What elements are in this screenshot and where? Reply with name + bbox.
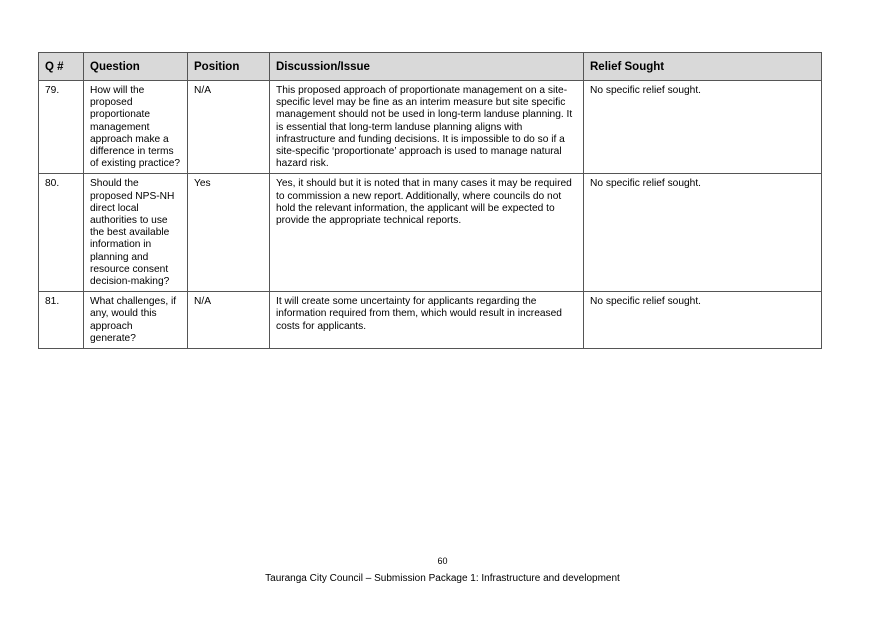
cell-q-number: 81. [39, 292, 84, 349]
cell-question: Should the proposed NPS-NH direct local authorities to use the best available information in planning and resource consent decision-making? [84, 174, 188, 292]
cell-position: N/A [188, 81, 270, 174]
header-position: Position [188, 53, 270, 81]
table-header-row [39, 53, 822, 81]
cell-discussion: It will create some uncertainty for applicants regarding the information required from them, which would result in increased costs for applicants. [270, 292, 584, 349]
cell-discussion: Yes, it should but it is noted that in many cases it may be required to commission a new report. Additionally, where councils do not hold the relevant information, the applicant will be expected to provide the appropriate technical reports. [270, 174, 584, 292]
cell-relief-sought: No specific relief sought. [584, 174, 822, 292]
header-question: Question [84, 53, 188, 81]
cell-position: N/A [188, 292, 270, 349]
cell-discussion: This proposed approach of proportionate management on a site-specific level may be fine as an interim measure but site specific management should not be used in long-term landuse planning. It is essential that long-term landuse planning aligns with infrastructure and funding decisions. It is impossible to do so if a site-specific ‘proportionate’ approach is used to manage natural hazard risk. [270, 81, 584, 174]
cell-relief-sought: No specific relief sought. [584, 292, 822, 349]
header-discussion: Discussion/Issue [270, 53, 584, 81]
cell-q-number: 79. [39, 81, 84, 174]
document-footer: Tauranga City Council – Submission Package 1: Infrastructure and development [265, 573, 620, 584]
cell-relief-sought: No specific relief sought. [584, 81, 822, 174]
submission-table-container [38, 52, 821, 349]
table-row [39, 81, 822, 174]
submission-table [38, 52, 822, 349]
header-relief-sought: Relief Sought [584, 53, 822, 81]
page-number: 60 [437, 556, 448, 566]
cell-question: How will the proposed proportionate management approach make a difference in terms of existing practice? [84, 81, 188, 174]
cell-q-number: 80. [39, 174, 84, 292]
table-row [39, 174, 822, 292]
cell-position: Yes [188, 174, 270, 292]
cell-question: What challenges, if any, would this approach generate? [84, 292, 188, 349]
header-q-number: Q # [39, 53, 84, 81]
table-row [39, 292, 822, 349]
